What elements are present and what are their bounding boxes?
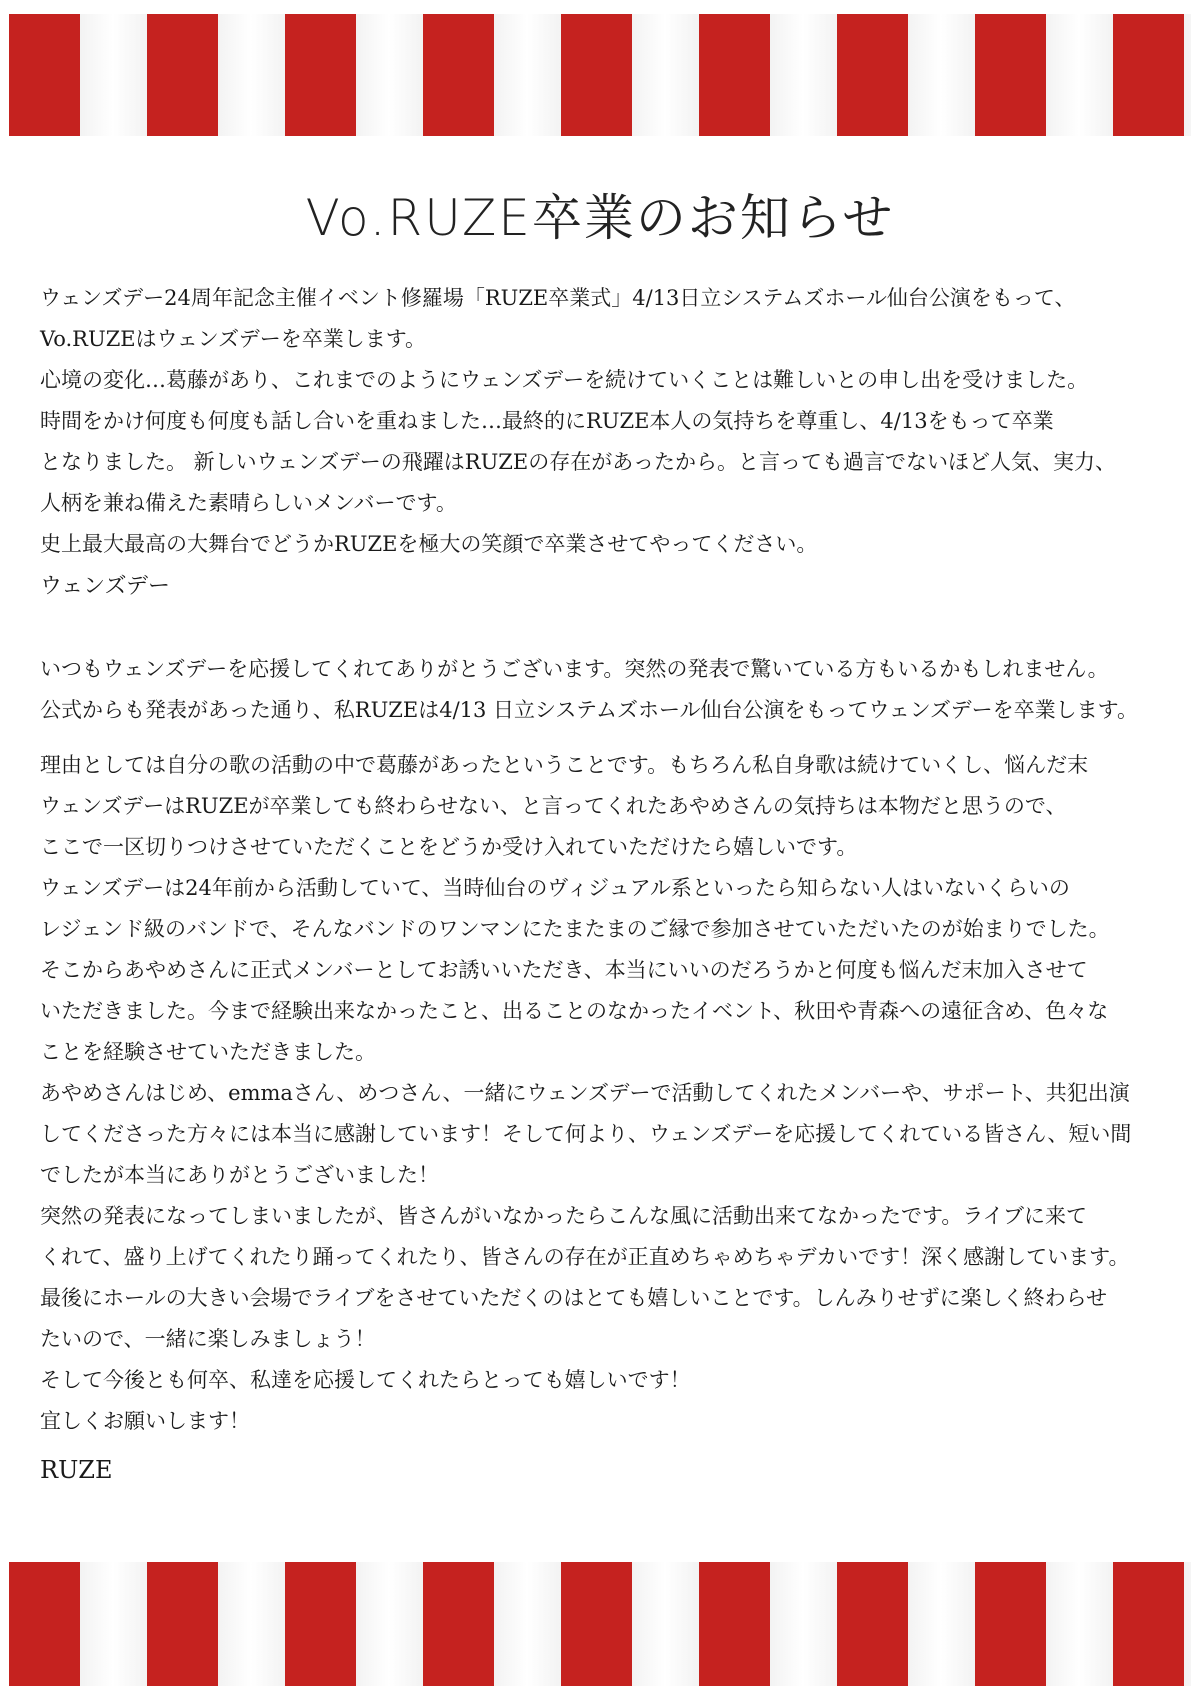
top-stripe-banner: [0, 0, 1200, 150]
text-line: 突然の発表になってしまいましたが、皆さんがいなかったらこんな風に活動出来てなかったです。ライブに来て: [40, 1204, 1088, 1228]
text-line: レジェンド級のバンドで、そんなバンドのワンマンにたまたまのご縁で参加させていただいたのが始まりでした。: [40, 917, 1110, 941]
red-white-stripes: [9, 1562, 1191, 1686]
text-line: でしたが本当にありがとうございました！: [40, 1163, 439, 1187]
text-line: Vo.RUZEはウェンズデーを卒業します。: [40, 327, 427, 351]
announcement-section: [40, 278, 1180, 607]
announcement-signature: ウェンズデー: [40, 574, 171, 599]
message-signature: RUZE: [40, 1456, 113, 1484]
text-line: となりました。 新しいウェンズデーの飛躍はRUZEの存在があったから。と言っても過言でないほど人気、実力、: [40, 450, 1117, 474]
text-line: 心境の変化…葛藤があり、これまでのようにウェンズデーを続けていくことは難しいとの申し出を受けました。: [40, 368, 1089, 392]
text-line: くれて、盛り上げてくれたり踊ってくれたり、皆さんの存在が正直めちゃめちゃデカいです！深く感謝しています。: [40, 1245, 1130, 1269]
text-line: たいので、一緒に楽しみましょう！: [40, 1327, 376, 1351]
text-line: ウェンズデーは24年前から活動していて、当時仙台のヴィジュアル系といったら知らない人はいないくらいの: [40, 876, 1070, 900]
text-line: 最後にホールの大きい会場でライブをさせていただくのはとても嬉しいことです。しんみりせずに楽しく終わらせ: [40, 1286, 1108, 1310]
document-body: [40, 278, 1180, 1491]
bottom-stripe-banner: [0, 1546, 1200, 1697]
text-line: 時間をかけ何度も何度も話し合いを重ねました…最終的にRUZE本人の気持ちを尊重し、4/13をもって卒業: [40, 409, 1054, 433]
text-line: いただきました。今まで経験出来なかったこと、出ることのなかったイベント、秋田や青森への遠征含め、色々な: [40, 999, 1109, 1023]
text-line: そして今後とも何卒、私達を応援してくれたらとっても嬉しいです！: [40, 1368, 691, 1392]
text-line: ウェンズデーはRUZEが卒業しても終わらせない、と言ってくれたあやめさんの気持ちは本物だと思うので、: [40, 794, 1067, 818]
text-line: ここで一区切りつけさせていただくことをどうか受け入れていただけたら嬉しいです。: [40, 835, 858, 859]
text-line: 理由としては自分の歌の活動の中で葛藤があったということです。もちろん私自身歌は続けていくし、悩んだ末: [40, 753, 1089, 777]
text-line: ウェンズデー24周年記念主催イベント修羅場「RUZE卒業式」4/13日立システムズホール仙台公演をもって、: [40, 286, 1076, 310]
text-line: ことを経験させていただきました。: [40, 1040, 376, 1064]
text-line: してくださった方々には本当に感謝しています！そして何より、ウェンズデーを応援してくれている皆さん、短い間: [40, 1122, 1132, 1146]
text-line: 公式からも発表があった通り、私RUZEは4/13 日立システムズホール仙台公演をもってウェンズデーを卒業します。: [40, 698, 1138, 722]
text-line: あやめさんはじめ、emmaさん、めつさん、一緒にウェンズデーで活動してくれたメンバーや、サポート、共犯出演: [40, 1081, 1130, 1105]
text-line: 人柄を兼ね備えた素晴らしいメンバーです。: [40, 491, 457, 515]
text-line: いつもウェンズデーを応援してくれてありがとうございます。突然の発表で驚いている方もいるかもしれません。: [40, 657, 1109, 681]
message-section: [40, 649, 1180, 1491]
text-line: そこからあやめさんに正式メンバーとしてお誘いいただき、本当にいいのだろうかと何度も悩んだ末加入させて: [40, 958, 1088, 982]
page-title: Vo.RUZE卒業のお知らせ: [305, 189, 895, 247]
text-line: 史上最大最高の大舞台でどうかRUZEを極大の笑顔で卒業させてやってください。: [40, 532, 818, 556]
red-white-stripes: [9, 14, 1191, 136]
text-line: 宜しくお願いします！: [40, 1409, 250, 1433]
